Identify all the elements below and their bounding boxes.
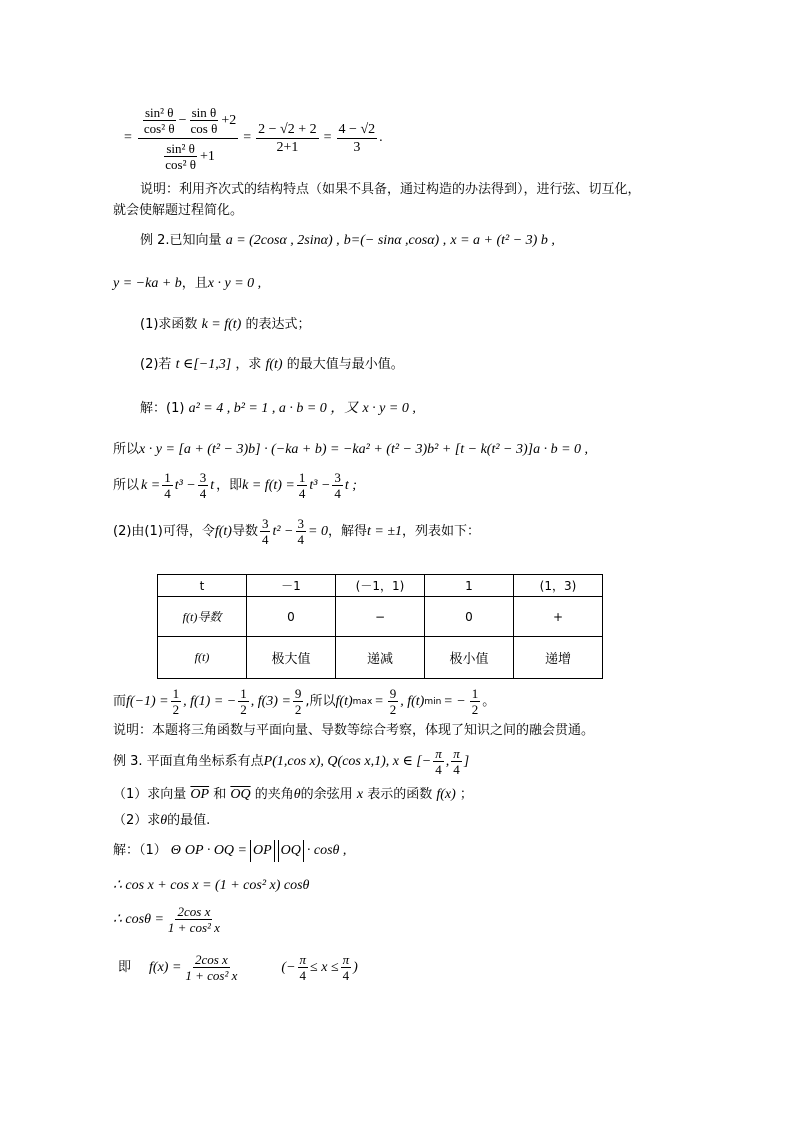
solution-line-2 bbox=[113, 441, 588, 459]
fraction: $\frac{2 - √2 + 2}{2+1}$ bbox=[258, 121, 317, 155]
math: k = f(t) = bbox=[242, 477, 295, 493]
math: , f(3) = bbox=[250, 693, 291, 709]
math: f(x) = bbox=[149, 959, 182, 975]
example-heading: 例 3. 平面直角坐标系有点 bbox=[113, 753, 264, 769]
math: t bbox=[210, 477, 215, 493]
equals-sign: = bbox=[243, 130, 252, 145]
math: f(t) bbox=[265, 357, 283, 372]
math: ≤ x ≤ bbox=[310, 959, 339, 975]
example-3-solution-4 bbox=[118, 952, 358, 983]
text: 所以 bbox=[113, 477, 140, 493]
table-cell: + bbox=[514, 597, 603, 637]
note-1-line-2: 就会使解题过程简化。 bbox=[113, 203, 244, 218]
math: P(1,cos x), Q(cos x,1), x ∈ [− bbox=[263, 753, 432, 769]
fraction: $\frac{\pi}{4}$ bbox=[299, 952, 307, 983]
question-2 bbox=[140, 356, 404, 374]
fraction: $\frac{9}{2}$ bbox=[294, 686, 302, 717]
example-3-solution-1 bbox=[113, 840, 346, 862]
compound-fraction: $\frac{\text{sin² θ}}{\text{cos² θ}}$ − $\frac{\text{sin θ}}{\text{cos θ}}$ +2 $\frac{\text{sin² θ}}{\text{cos² θ}}$ +1 bbox=[138, 105, 238, 172]
question-text: 的最大值与最小值。 bbox=[286, 357, 404, 372]
table-cell: 0 bbox=[425, 597, 514, 637]
math: t² − bbox=[272, 523, 294, 539]
example-2-heading bbox=[140, 232, 555, 250]
math: k = bbox=[141, 477, 161, 493]
question-label: （2）求 bbox=[113, 813, 161, 828]
table-row bbox=[158, 637, 603, 679]
equals-sign: = bbox=[323, 130, 332, 145]
text: 的最值. bbox=[167, 813, 211, 828]
example-3-heading: 例 3. 平面直角坐标系有点 P(1,cos x), Q(cos x,1), x ∈ [− $\frac{\pi}{4}$ , $\frac{\pi}{4}$ ] bbox=[113, 746, 470, 777]
math: t³ − bbox=[174, 477, 196, 493]
fraction: $\frac{1}{4}$ bbox=[164, 470, 171, 501]
table-cell: 0 bbox=[247, 597, 336, 637]
text: 。 bbox=[482, 693, 496, 709]
math: = bbox=[374, 693, 384, 709]
solution-line-4 bbox=[113, 516, 480, 547]
equals-sign: = bbox=[124, 130, 132, 145]
text: 导数 bbox=[231, 523, 258, 539]
text: 和 bbox=[213, 787, 227, 802]
table-cell: 极小值 bbox=[425, 637, 514, 679]
example-2-line-2 bbox=[113, 275, 261, 293]
condition-math: x · y = 0 , bbox=[207, 276, 262, 291]
period: . bbox=[379, 130, 383, 145]
math: t ; bbox=[344, 477, 357, 493]
example-3-solution-3 bbox=[113, 904, 224, 935]
question-text: 的表达式； bbox=[245, 317, 311, 332]
fraction: $\frac{3}{4}$ bbox=[261, 516, 269, 547]
table-row bbox=[158, 597, 603, 637]
text: 的夹角 bbox=[254, 787, 294, 802]
table-row-label: f(t)导数 bbox=[158, 597, 247, 637]
text: ，列表如下： bbox=[402, 523, 481, 539]
formula-top bbox=[124, 98, 383, 178]
table-cell: 递减 bbox=[336, 637, 425, 679]
solution-1 bbox=[140, 400, 416, 418]
text: 即 bbox=[118, 959, 132, 975]
math: Θ bbox=[170, 843, 181, 858]
fraction: $\frac{\pi}{4}$ bbox=[342, 952, 350, 983]
fraction: $\frac{1}{2}$ bbox=[172, 686, 180, 717]
fraction: $\frac{\text{sin² θ}}{\text{cos² θ}}$ bbox=[143, 104, 175, 136]
question-label: （1）求向量 bbox=[113, 787, 187, 802]
table-row-label: f(t) bbox=[158, 637, 247, 679]
abs-oq: OQ bbox=[278, 840, 304, 862]
text: (2)由(1)可得，令 bbox=[113, 523, 215, 539]
math: a² = 4 , b² = 1 , a · b = 0 ，又 bbox=[188, 401, 359, 416]
text: 而 bbox=[113, 693, 127, 709]
example-3-question-2 bbox=[113, 812, 210, 830]
table-header-cell: －1 bbox=[247, 575, 336, 597]
fraction: $\frac{4 - √2}{3}$ bbox=[338, 121, 376, 155]
vector-b-definition: b=(− sinα ,cosα) , bbox=[343, 233, 447, 248]
table-cell: 递增 bbox=[514, 637, 603, 679]
table-header-cell: 1 bbox=[425, 575, 514, 597]
fraction: $\frac{\text{2cos x}}{\text{1 + cos² x}}$ bbox=[185, 952, 238, 983]
text: ，即 bbox=[216, 477, 243, 493]
table-cell: 极大值 bbox=[247, 637, 336, 679]
text: 表示的函数 bbox=[367, 787, 433, 802]
math: f(t) bbox=[214, 523, 232, 539]
math: f(t) bbox=[335, 693, 353, 709]
fraction: $\frac{3}{4}$ bbox=[199, 470, 207, 501]
abs-op: OP bbox=[250, 840, 275, 862]
example-3-solution-2: ∴ cos x + cos x = (1 + cos² x) cosθ bbox=[113, 878, 310, 893]
condition-text: ，且 bbox=[181, 276, 208, 291]
table-row bbox=[158, 575, 603, 597]
question-text: ，求 bbox=[235, 357, 262, 372]
fraction: $\frac{1}{4}$ bbox=[298, 470, 306, 501]
math: f(x) bbox=[436, 787, 456, 802]
math: t ∈[−1,3] bbox=[175, 357, 232, 372]
math: k = f(t) bbox=[201, 317, 242, 332]
table-header-cell: (－1，1) bbox=[336, 575, 425, 597]
fraction: $\frac{\pi}{4}$ bbox=[435, 746, 442, 777]
fraction: $\frac{\pi}{4}$ bbox=[453, 746, 460, 777]
fraction: $\frac{1}{2}$ bbox=[471, 686, 479, 717]
fraction: $\frac{\text{2cos x}}{\text{1 + cos² x}}$ bbox=[167, 904, 220, 935]
vector-a-definition: a = (2cosα , 2sinα) , bbox=[225, 233, 340, 248]
text: ,所以 bbox=[305, 693, 336, 709]
math: x · y = [a + (t² − 3)b] · (−ka + b) = −ka² + (t² − 3)b² + [t − k(t² − 3)]a · b = 0 , bbox=[139, 442, 589, 457]
math: ] bbox=[463, 753, 470, 769]
vector-op: $\overline{OP}$ bbox=[190, 787, 210, 802]
question-label: (2)若 bbox=[140, 357, 172, 372]
result-line: 而 f(−1) = $\frac{1}{2}$ , f(1) = − $\frac{1}{2}$ , f(3) = $\frac{9}{2}$ ,所以 f(t) max = $\frac{9}{2}$ , f(t) min = − $\frac{1}{2}$ 。 bbox=[113, 686, 496, 717]
math: x · y = 0 , bbox=[362, 401, 416, 416]
math: OP · OQ = bbox=[184, 843, 247, 858]
text: ； bbox=[459, 787, 473, 802]
note-1-line-1: 说明：利用齐次式的结构特点（如果不具备，通过构造的办法得到），进行弦、切互化， bbox=[140, 182, 641, 197]
math: · cosθ , bbox=[306, 843, 347, 858]
table-cell: − bbox=[336, 597, 425, 637]
solution-label: 解：(1) bbox=[140, 401, 185, 416]
fraction: $\frac{1}{2}$ bbox=[240, 686, 247, 717]
fraction: $\frac{3}{4}$ bbox=[334, 470, 341, 501]
math: (− bbox=[281, 959, 296, 975]
question-label: (1)求函数 bbox=[140, 317, 198, 332]
text: 的余弦用 bbox=[300, 787, 353, 802]
table-header-cell: t bbox=[158, 575, 247, 597]
math: = 0 bbox=[308, 523, 328, 539]
math: , f(1) = − bbox=[183, 693, 237, 709]
fraction: $\frac{\text{sin θ}}{\text{cos θ}}$ bbox=[190, 104, 218, 136]
fraction: $\frac{\text{sin² θ}}{\text{cos² θ}}$ bbox=[165, 140, 196, 172]
math: θ bbox=[160, 813, 168, 828]
math: = − bbox=[443, 693, 466, 709]
vector-oq: $\overline{OQ}$ bbox=[230, 787, 251, 802]
math: f(−1) = bbox=[126, 693, 169, 709]
question-1 bbox=[140, 316, 310, 334]
fraction: $\frac{9}{2}$ bbox=[389, 686, 397, 717]
text: 所以 bbox=[113, 442, 140, 457]
solution-line-3 bbox=[113, 470, 357, 501]
example-heading: 例 2.已知向量 bbox=[140, 233, 222, 248]
math: t³ − bbox=[309, 477, 331, 493]
math: t = ±1 bbox=[366, 523, 403, 539]
vector-x-definition: x = a + (t² − 3) b , bbox=[450, 233, 555, 248]
math: ∴ cosθ = bbox=[113, 911, 164, 927]
math: x bbox=[356, 787, 364, 802]
math: θ bbox=[293, 787, 301, 802]
table-header-cell: (1，3) bbox=[514, 575, 603, 597]
fraction: $\frac{3}{4}$ bbox=[297, 516, 305, 547]
vector-y-definition: y = −ka + b bbox=[113, 276, 182, 291]
solution-label: 解：（1） bbox=[113, 843, 167, 858]
note-2: 说明：本题将三角函数与平面向量、导数等综合考察，体现了知识之间的融会贯通。 bbox=[113, 723, 595, 738]
variation-table bbox=[157, 574, 603, 679]
math: , f(t) bbox=[400, 693, 425, 709]
text: ，解得 bbox=[327, 523, 367, 539]
example-3-question-1 bbox=[113, 786, 473, 804]
math: ) bbox=[353, 959, 358, 975]
